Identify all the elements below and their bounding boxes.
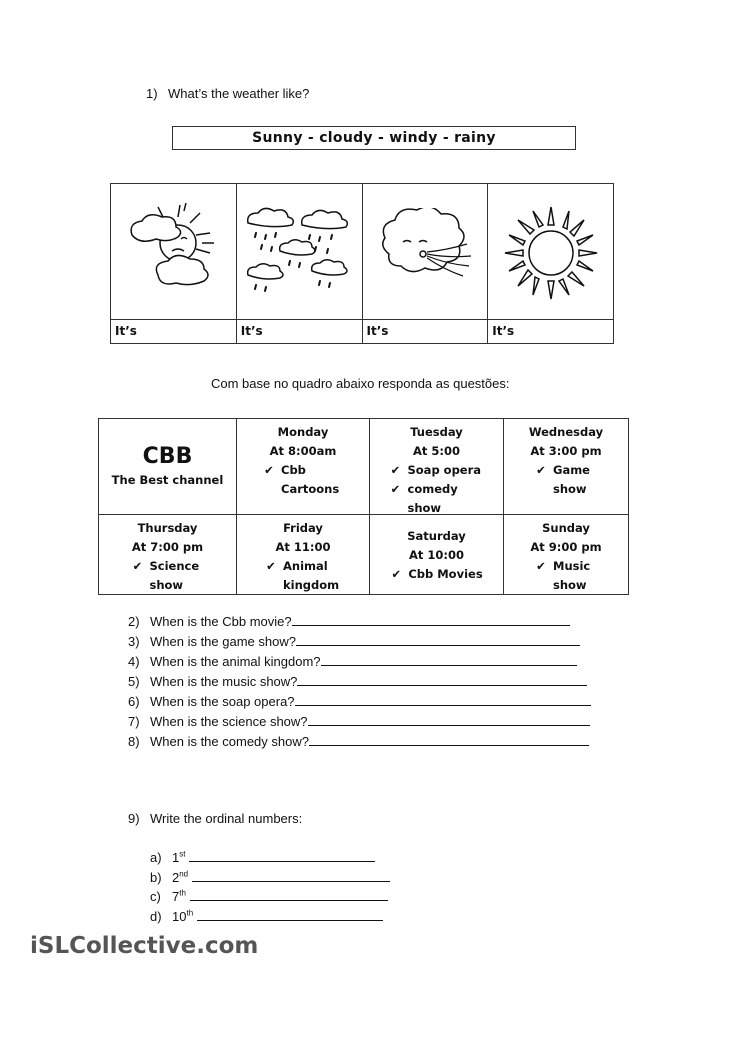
show-time: At 11:00 [275, 540, 331, 554]
day-name: Monday [277, 425, 329, 439]
item-letter: d) [150, 909, 162, 924]
answer-blank[interactable] [190, 888, 388, 901]
question-7 [128, 713, 590, 729]
question-number: 9) [128, 811, 140, 826]
ordinal-suffix: th [186, 908, 194, 918]
schedule-day-cell [504, 515, 628, 595]
question-number: 6) [128, 694, 140, 709]
question-text: When is the soap opera? [150, 694, 295, 709]
question-4 [128, 653, 577, 669]
channel-name: CBB [142, 444, 193, 469]
ordinal-suffix: st [179, 849, 186, 859]
show-name: Game show [553, 463, 590, 496]
checkmark-icon: ✔ [391, 567, 402, 581]
rain-clouds-icon [242, 205, 357, 300]
ordinal-item [150, 849, 375, 865]
answer-blank[interactable] [197, 908, 383, 921]
question-6 [128, 693, 591, 709]
checkmark-icon: ✔ [390, 463, 401, 477]
question-text: When is the comedy show? [150, 734, 309, 749]
weather-table [110, 183, 614, 344]
question-1 [146, 86, 309, 101]
ordinal-suffix: th [179, 888, 186, 898]
answer-blank[interactable] [297, 673, 587, 686]
question-text: When is the science show? [150, 714, 308, 729]
question-number: 4) [128, 654, 140, 669]
show-time: At 8:00am [269, 444, 337, 458]
question-text: When is the Cbb movie? [150, 614, 292, 629]
question-number: 8) [128, 734, 140, 749]
show-time: At 10:00 [408, 548, 464, 562]
question-9 [128, 811, 302, 826]
checkmark-icon: ✔ [264, 463, 274, 477]
weather-answer-label: It’s [488, 319, 613, 343]
show-name: Science show [149, 559, 200, 592]
word-bank: Sunny - cloudy - windy - rainy [172, 126, 576, 150]
answer-blank[interactable] [295, 693, 591, 706]
ordinal-item [150, 908, 383, 924]
day-name: Sunday [542, 521, 590, 535]
answer-blank[interactable] [292, 613, 570, 626]
show-time: At 3:00 pm [530, 444, 602, 458]
item-letter: b) [150, 870, 162, 885]
day-name: Thursday [137, 521, 198, 535]
answer-blank[interactable] [192, 869, 390, 882]
wind-cloud-icon [375, 208, 475, 298]
channel-tagline: The Best channel [111, 473, 224, 487]
question-text: When is the game show? [150, 634, 296, 649]
question-number: 1) [146, 86, 158, 101]
item-letter: a) [150, 850, 162, 865]
checkmark-icon: ✔ [266, 559, 276, 573]
answer-blank[interactable] [296, 633, 580, 646]
weather-cell [363, 184, 489, 343]
show-time: At 7:00 pm [131, 540, 204, 554]
weather-cell [111, 184, 237, 343]
day-name: Wednesday [528, 425, 604, 439]
show-time: At 9:00 pm [530, 540, 602, 554]
schedule-day-cell [237, 515, 370, 595]
answer-blank[interactable] [308, 713, 590, 726]
question-number: 5) [128, 674, 140, 689]
answer-blank[interactable] [189, 849, 375, 862]
day-name: Saturday [407, 529, 466, 543]
item-letter: c) [150, 889, 161, 904]
answer-blank[interactable] [309, 733, 589, 746]
day-name: Friday [283, 521, 323, 535]
ordinal-item [150, 888, 388, 904]
schedule-intro: Com base no quadro abaixo responda as questões: [211, 376, 510, 391]
question-3 [128, 633, 580, 649]
watermark-footer: iSLCollective.com [30, 933, 259, 959]
sun-icon [501, 203, 601, 303]
ordinal-number: 7 [172, 889, 180, 904]
question-number: 2) [128, 614, 140, 629]
checkmark-icon: ✔ [132, 559, 143, 573]
question-5 [128, 673, 587, 689]
show-time: At 5:00 [412, 444, 460, 458]
show-name: Cbb Movies [408, 567, 483, 581]
checkmark-icon: ✔ [390, 482, 401, 496]
ordinal-number: 10 [172, 909, 187, 924]
schedule-day-cell [370, 515, 504, 595]
sun-behind-cloud-icon [118, 203, 228, 303]
checkmark-icon: ✔ [536, 559, 546, 573]
day-name: Tuesday [410, 425, 463, 439]
weather-cell [237, 184, 363, 343]
ordinal-item [150, 869, 390, 885]
question-text: What’s the weather like? [168, 86, 310, 101]
ordinal-number: 1 [172, 850, 180, 865]
ordinal-suffix: nd [179, 869, 189, 879]
question-number: 7) [128, 714, 140, 729]
show-name: comedy show [407, 482, 458, 515]
schedule-day-cell [99, 515, 237, 595]
schedule-day-cell [237, 419, 370, 515]
weather-answer-label: It’s [237, 319, 362, 343]
show-name: Cbb Cartoons [281, 463, 340, 496]
question-text: When is the animal kingdom? [150, 654, 321, 669]
question-number: 3) [128, 634, 140, 649]
answer-blank[interactable] [321, 653, 577, 666]
show-name: Music show [553, 559, 591, 592]
weather-answer-label: It’s [111, 319, 236, 343]
tv-schedule-table [98, 418, 629, 595]
checkmark-icon: ✔ [536, 463, 546, 477]
question-8 [128, 733, 589, 749]
question-text: When is the music show? [150, 674, 298, 689]
show-name: Soap opera [407, 463, 482, 477]
question-2 [128, 613, 570, 629]
ordinal-number: 2 [172, 870, 180, 885]
weather-answer-label: It’s [363, 319, 488, 343]
schedule-day-cell [504, 419, 628, 515]
question-text: Write the ordinal numbers: [150, 811, 303, 826]
schedule-day-cell [370, 419, 504, 515]
weather-cell [488, 184, 613, 343]
channel-cell [99, 419, 237, 515]
show-name: Animal kingdom [283, 559, 340, 592]
